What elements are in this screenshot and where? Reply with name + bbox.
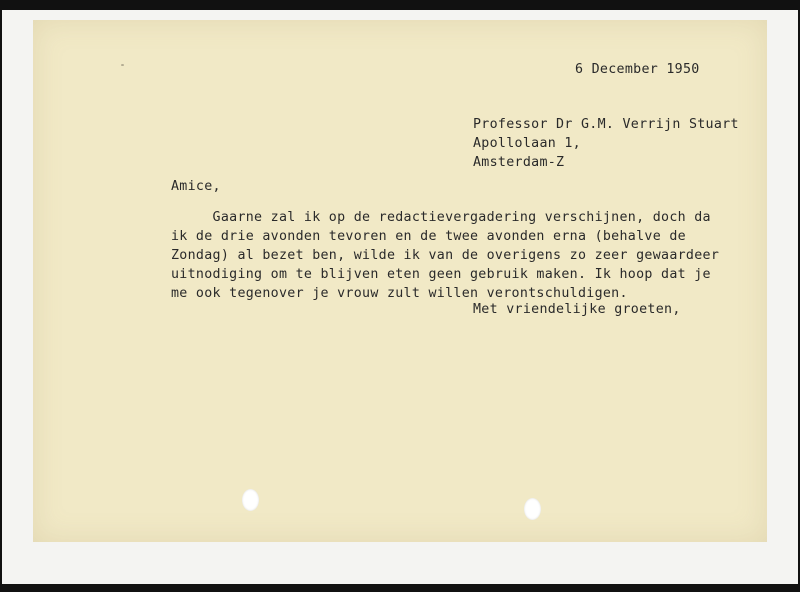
punch-hole	[524, 498, 541, 520]
closing: Met vriendelijke groeten,	[473, 302, 681, 317]
body-line: Zondag) al bezet ben, wilde ik van de overigens zo zeer gewaardeer	[171, 248, 720, 263]
body-line: uitnodiging om te blijven eten geen gebruik maken. Ik hoop dat je	[171, 267, 711, 282]
address-line: Apollolaan 1,	[473, 136, 581, 151]
paper-speck	[121, 64, 124, 66]
address-line: Amsterdam-Z	[473, 155, 565, 170]
letter-body	[171, 208, 719, 303]
body-line: Gaarne zal ik op de redactievergadering verschijnen, doch da	[171, 210, 711, 225]
punch-hole	[242, 489, 259, 511]
body-line: ik de drie avonden tevoren en de twee avonden erna (behalve de	[171, 229, 686, 244]
address-line: Professor Dr G.M. Verrijn Stuart	[473, 117, 739, 132]
letter-date: 6 December 1950	[575, 62, 700, 77]
letter-paper	[33, 20, 767, 542]
recipient-address	[473, 115, 739, 172]
body-line: me ook tegenover je vrouw zult willen verontschuldigen.	[171, 286, 628, 301]
salutation: Amice,	[171, 179, 221, 194]
